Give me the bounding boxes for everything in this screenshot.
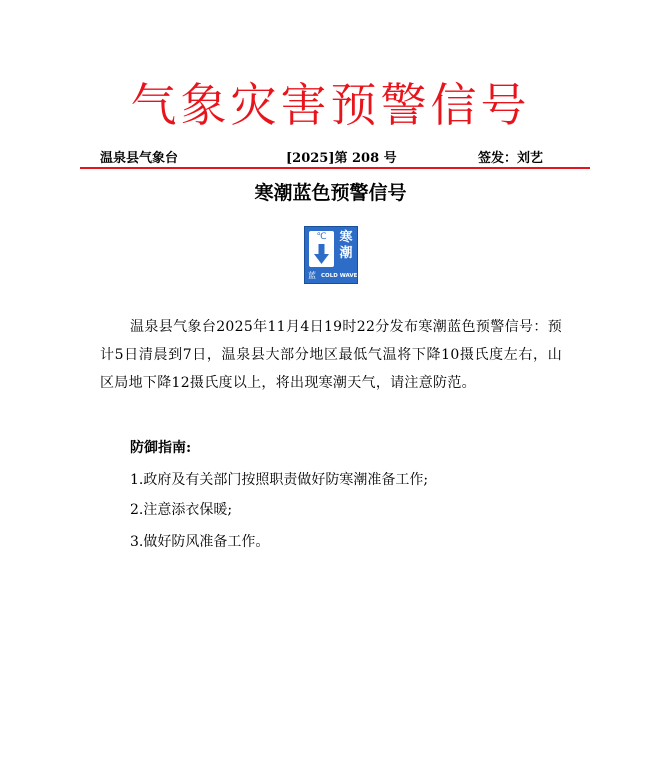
signal-caption: COLD WAVE: [321, 273, 358, 279]
down-arrow-icon: [314, 244, 329, 264]
warning-body-paragraph: 温泉县气象台2025年11月4日19时22分发布寒潮蓝色预警信号：预计5日清晨到7日，温泉县大部分地区最低气温将下降10摄氏度左右，山区局地下降12摄氏度以上，将出现寒潮天气，请注意防范。: [100, 319, 562, 391]
signal-label: 寒潮: [339, 230, 353, 261]
signal-level: 蓝: [308, 271, 316, 280]
guide-item: 1.政府及有关部门按照职责做好防寒潮准备工作;: [130, 472, 429, 488]
signer-label: 签发：刘艺: [478, 151, 544, 166]
cold-wave-blue-warning-icon: [304, 226, 358, 284]
celsius-unit: ℃: [316, 232, 327, 242]
document-number: [2025]第 208 号: [286, 151, 397, 166]
warning-banner-title: 气象灾害预警信号: [130, 78, 531, 132]
guide-heading: 防御指南:: [130, 440, 192, 456]
thermometer-panel: [309, 231, 334, 267]
guide-item: 3.做好防风准备工作。: [130, 534, 270, 550]
guide-item: 2.注意添衣保暖;: [130, 502, 233, 518]
document-title: 寒潮蓝色预警信号: [254, 182, 407, 204]
header-divider: [80, 167, 590, 169]
issuer-label: 温泉县气象台: [100, 151, 179, 166]
